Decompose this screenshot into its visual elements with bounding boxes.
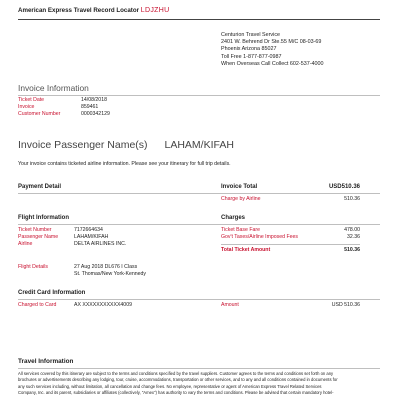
travel-info-line: any such services including, without limitation, all cancellation and change fees. No employee, representative or agent of American Express Travel Related Services: [18, 383, 322, 389]
invoice-total-amount: USD510.36: [328, 184, 360, 190]
flight-info-title: Flight Information: [18, 215, 69, 221]
passenger-name-value: LAHAM/KIFAH: [74, 234, 109, 240]
invoice-label: Invoice: [18, 104, 35, 110]
ticket-number-label: Ticket Number: [18, 227, 52, 233]
travel-info-title: Travel Information: [18, 358, 74, 365]
flight-info-labels: [18, 227, 58, 248]
travel-info-line: All services covered by this itinerary are subject to the terms and conditions specified by the travel suppliers. Customer agrees to the terms and conditions set forth on any: [18, 371, 334, 376]
flight-details-label: Flight Details: [18, 264, 48, 270]
agency-line: Centurion Travel Service: [221, 32, 281, 38]
travel-info-body: [18, 371, 380, 396]
airline-label: Airline: [18, 241, 33, 247]
flight-details-line: St. Thomas/New York-Kennedy: [74, 271, 146, 277]
agency-line: Toll Free 1-877-877-0987: [221, 53, 282, 60]
flight-info-values: [74, 227, 126, 248]
record-locator-title: American Express Travel Record Locator: [18, 7, 140, 14]
invoice-total-title: Invoice Total: [221, 184, 258, 190]
charges-title: Charges: [221, 215, 246, 221]
agency-line: Phoenix Arizona 85027: [221, 46, 277, 53]
charges-labels: [221, 227, 298, 241]
credit-card-divider: [18, 299, 380, 300]
invoice-info-values: [81, 97, 110, 118]
customer-number-label: Customer Number: [18, 111, 61, 117]
customer-number-value: 0000342129: [81, 111, 110, 117]
charge-by-airline-label: Charge by Airline: [221, 196, 261, 202]
amount-value: USD 510.36: [331, 302, 360, 308]
agency-line: 2401 W. Behrend Dr Ste.55 M/C 08-03-69: [221, 39, 322, 46]
passenger-note: Your invoice contains ticketed airline information. Please see your itinerary for full trip details.: [18, 161, 231, 167]
invoice-value: 859461: [81, 104, 99, 110]
charged-to-card-label: Charged to Card: [18, 302, 57, 308]
passenger-name: LAHAM/KIFAH: [164, 139, 234, 151]
amount-label: Amount: [221, 302, 239, 308]
airline-value: DELTA AIRLINES INC.: [74, 241, 127, 247]
total-ticket-label: Total Ticket Amount: [221, 247, 271, 253]
charged-to-card-value: AX XXXXXXXXXXX4009: [74, 302, 132, 308]
passenger-name-label: Passenger Name: [18, 234, 59, 240]
flight-divider: [18, 224, 380, 225]
charges-total-divider: [221, 244, 360, 245]
payment-divider: [18, 193, 380, 194]
charge-by-airline-value: 510.36: [344, 196, 360, 202]
header-divider: [18, 19, 380, 20]
ticket-number-value: 7172664634: [74, 227, 103, 233]
record-locator-header: [18, 7, 169, 14]
invoice-info-title: Invoice Information: [18, 83, 89, 93]
agency-address: [221, 32, 323, 68]
passenger-title: Invoice Passenger Name(s): [18, 139, 148, 151]
passenger-heading: [18, 139, 234, 151]
taxes-fees-label: Gov't Taxes/Airline Imposed Fees: [221, 234, 299, 240]
record-locator-code: LDJZHU: [140, 7, 170, 14]
flight-details-line: 27 Aug 2018 DL676 I Class: [74, 264, 138, 270]
travel-info-divider: [18, 368, 380, 369]
flight-details-value: [74, 264, 146, 278]
ticket-date-value: 14/08/2018: [81, 97, 107, 103]
travel-info-line: Company, Inc. and its parent, subsidiaries or affiliates (collectively, "Amex") has authority to vary the terms and conditions. Please be advised that certain mandatory hotel-: [18, 389, 334, 395]
base-fare-label: Ticket Base Fare: [221, 227, 261, 233]
payment-detail-title: Payment Detail: [18, 184, 62, 190]
charges-values: [344, 227, 360, 241]
travel-info-line: brochures or advertisements describing any lodging, tour, cruise, accommodations, transportation or other services, and to any and all conditions contained in documents for: [18, 377, 338, 383]
total-ticket-value: 510.36: [344, 247, 360, 253]
invoice-info-labels: [18, 97, 78, 118]
agency-line: When Overseas Call Collect 602-537-4000: [221, 60, 324, 67]
invoice-info-divider: [18, 95, 380, 96]
taxes-fees-value: 32.36: [347, 234, 360, 240]
credit-card-title: Credit Card Information: [18, 290, 86, 296]
ticket-date-label: Ticket Date: [18, 97, 45, 103]
base-fare-value: 478.00: [344, 227, 360, 233]
